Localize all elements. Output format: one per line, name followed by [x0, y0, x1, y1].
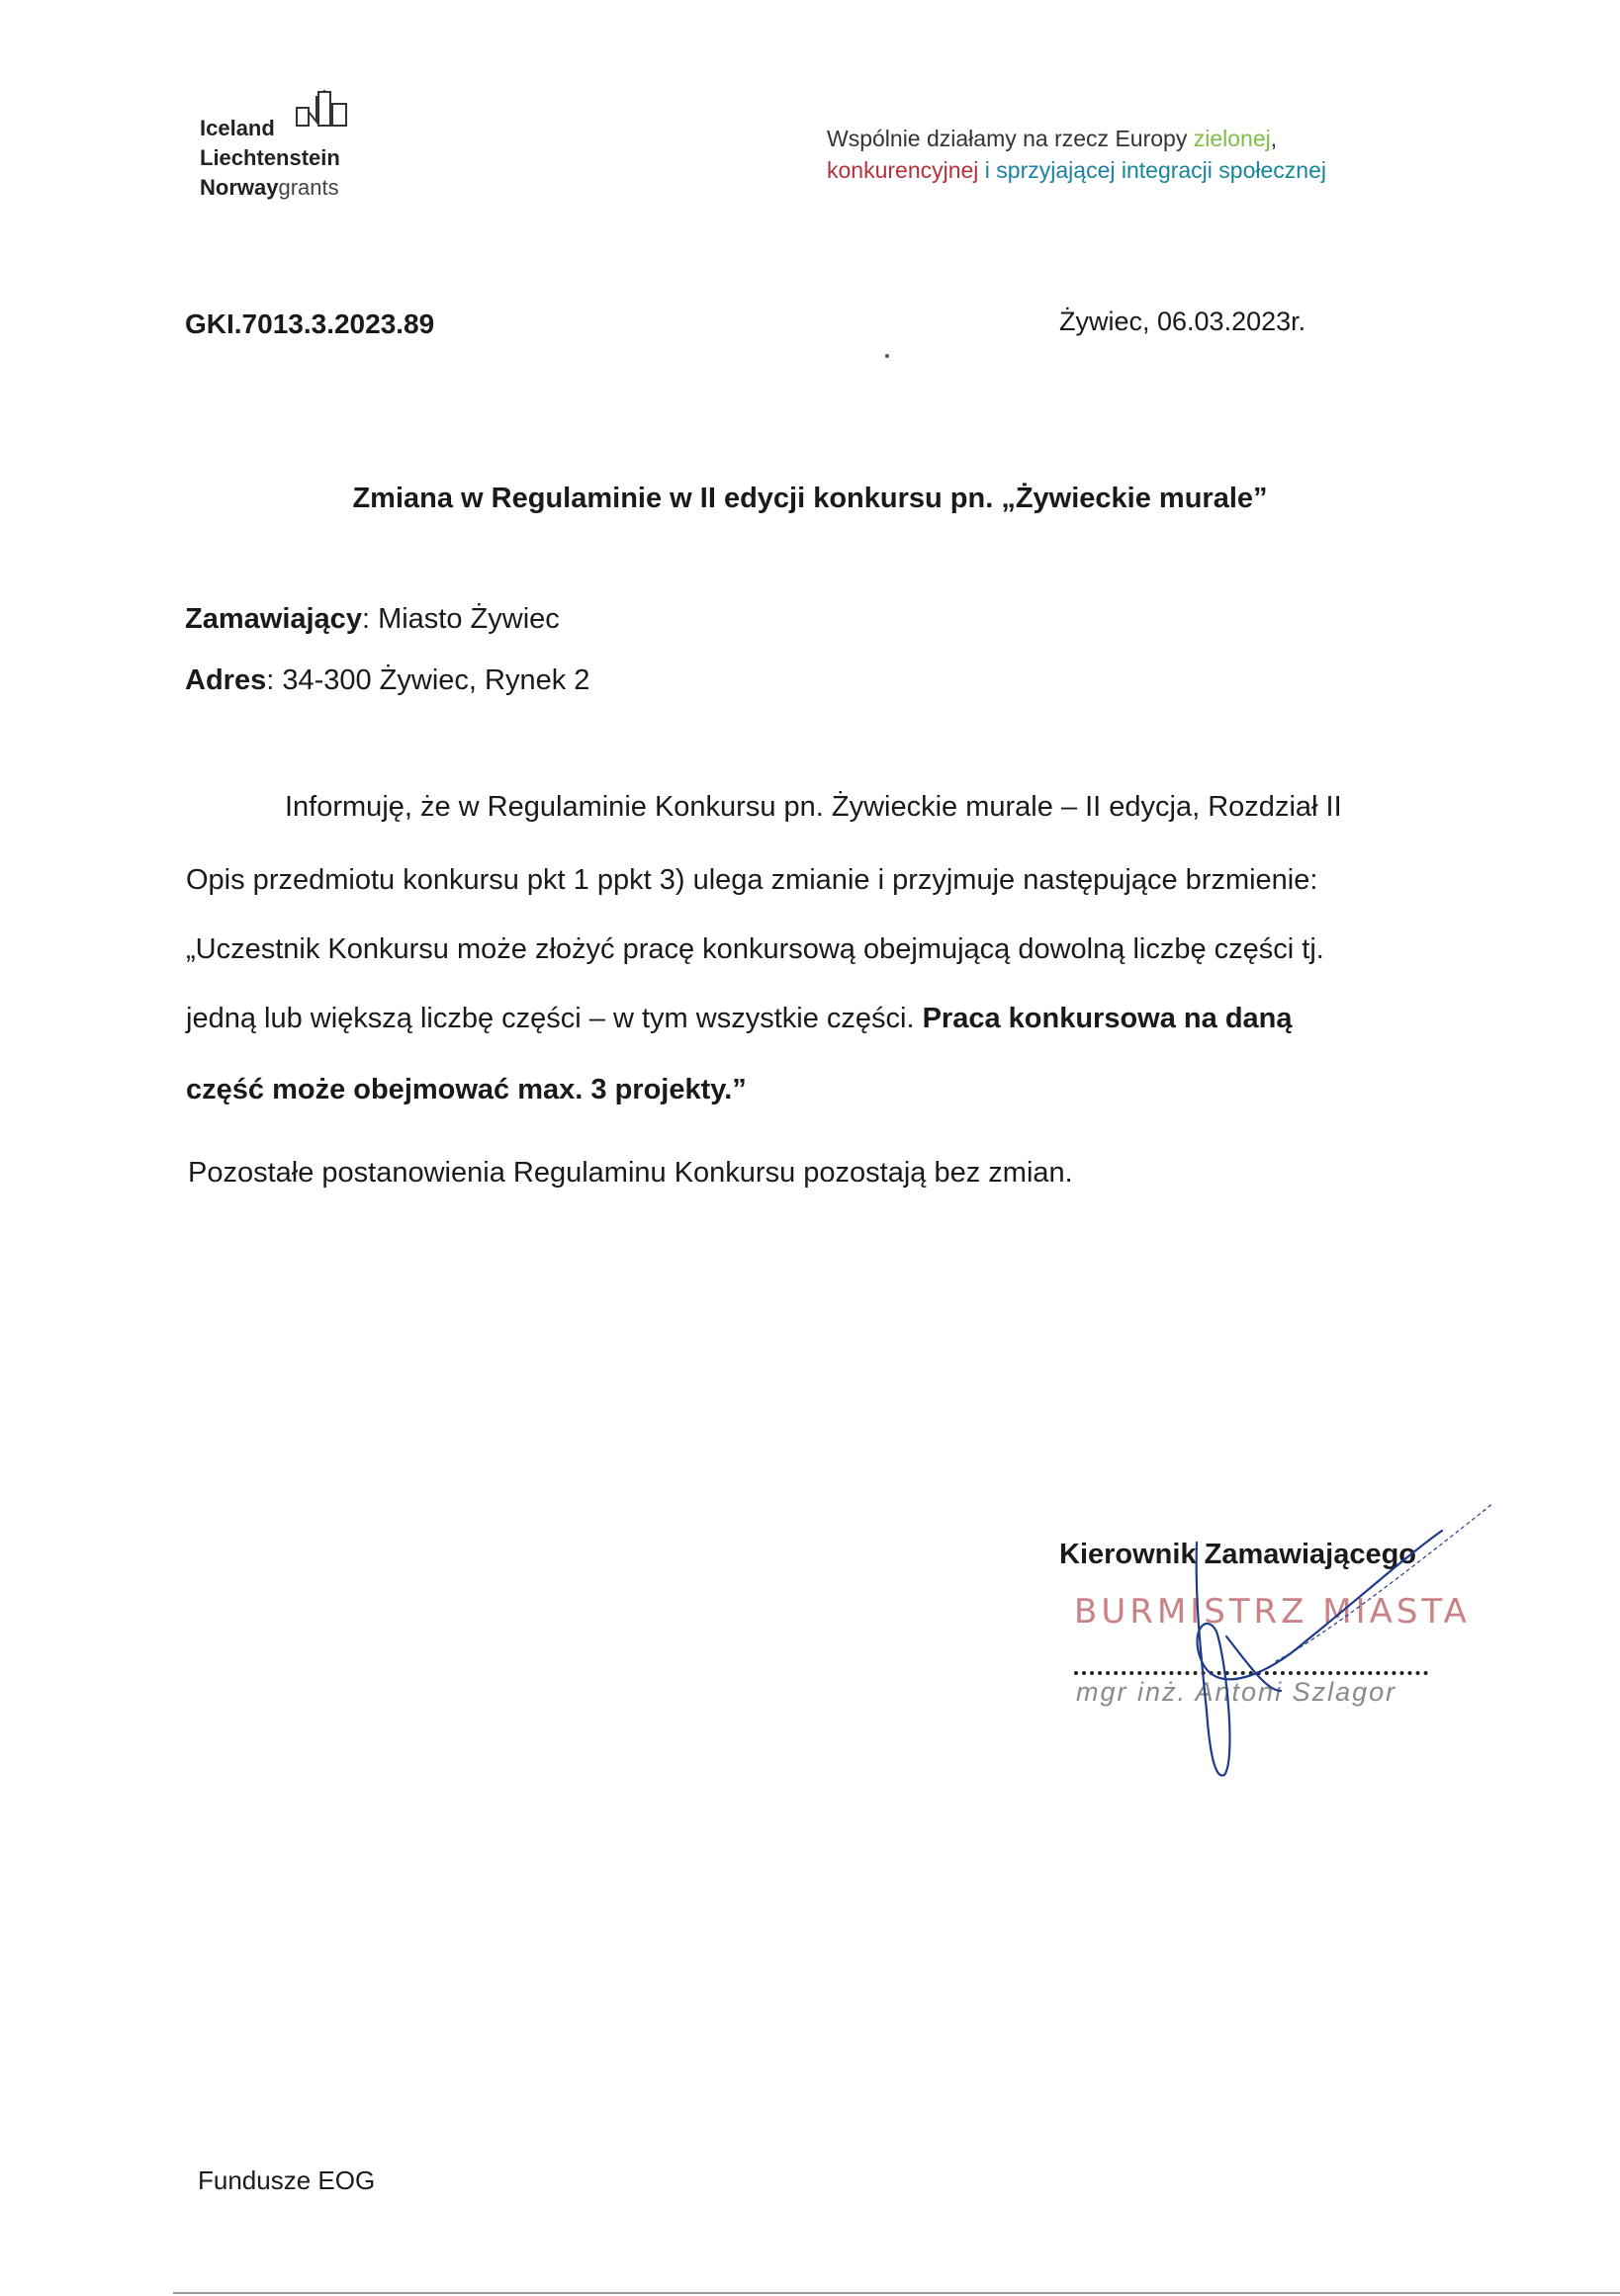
address-line: Adres: 34-300 Żywiec, Rynek 2 [185, 664, 590, 696]
slogan-line-1: Wspólnie działamy na rzecz Europy zielonej, [827, 126, 1278, 151]
slogan [827, 123, 1326, 186]
scan-speck [885, 354, 889, 358]
footer-text: Fundusze EOG [198, 2165, 376, 2195]
bottom-rule [173, 2292, 1620, 2294]
body-line-1: Informuję, że w Regulaminie Konkursu pn. Żywieckie murale – II edycja, Rozdział II [285, 791, 1342, 823]
client-line: Zamawiający: Miasto Żywiec [185, 603, 560, 635]
document-title: Zmiana w Regulaminie w II edycji konkursu pn. „Żywieckie murale” [352, 483, 1268, 514]
document-date: Żywiec, 06.03.2023r. [1059, 307, 1306, 336]
closing-line: Pozostałe postanowienia Regulaminu Konkursu pozostają bez zmian. [188, 1157, 1073, 1189]
body-line-4: jedną lub większą liczbę części – w tym wszystkie części. Praca konkursowa na daną [186, 1003, 1293, 1034]
eea-grants-logo [200, 94, 398, 208]
logo-blocks-icon [295, 88, 356, 128]
stamp-signatory-name: mgr inż. Antoni Szlagor [1076, 1677, 1397, 1707]
handwritten-signature [1078, 1463, 1513, 1790]
logo-text-liechtenstein: Liechtenstein [200, 145, 340, 170]
signatory-heading: Kierownik Zamawiającego [1059, 1539, 1417, 1570]
body-line-2: Opis przedmiotu konkursu pkt 1 ppkt 3) ulega zmianie i przyjmuje następujące brzmienie: [186, 864, 1318, 896]
body-line-5: część może obejmować max. 3 projekty.” [186, 1074, 747, 1105]
reference-number: GKI.7013.3.2023.89 [185, 309, 435, 339]
body-line-3: „Uczestnik Konkursu może złożyć pracę konkursową obejmującą dowolną liczbę części tj. [186, 933, 1324, 965]
logo-text-norway-grants: Norwaygrants [200, 175, 339, 200]
official-stamp: BURMISTRZ MIASTA [1074, 1592, 1471, 1632]
slogan-line-2: konkurencyjnej i sprzyjającej integracji społecznej [827, 157, 1326, 183]
logo-text-iceland: Iceland [200, 116, 275, 140]
